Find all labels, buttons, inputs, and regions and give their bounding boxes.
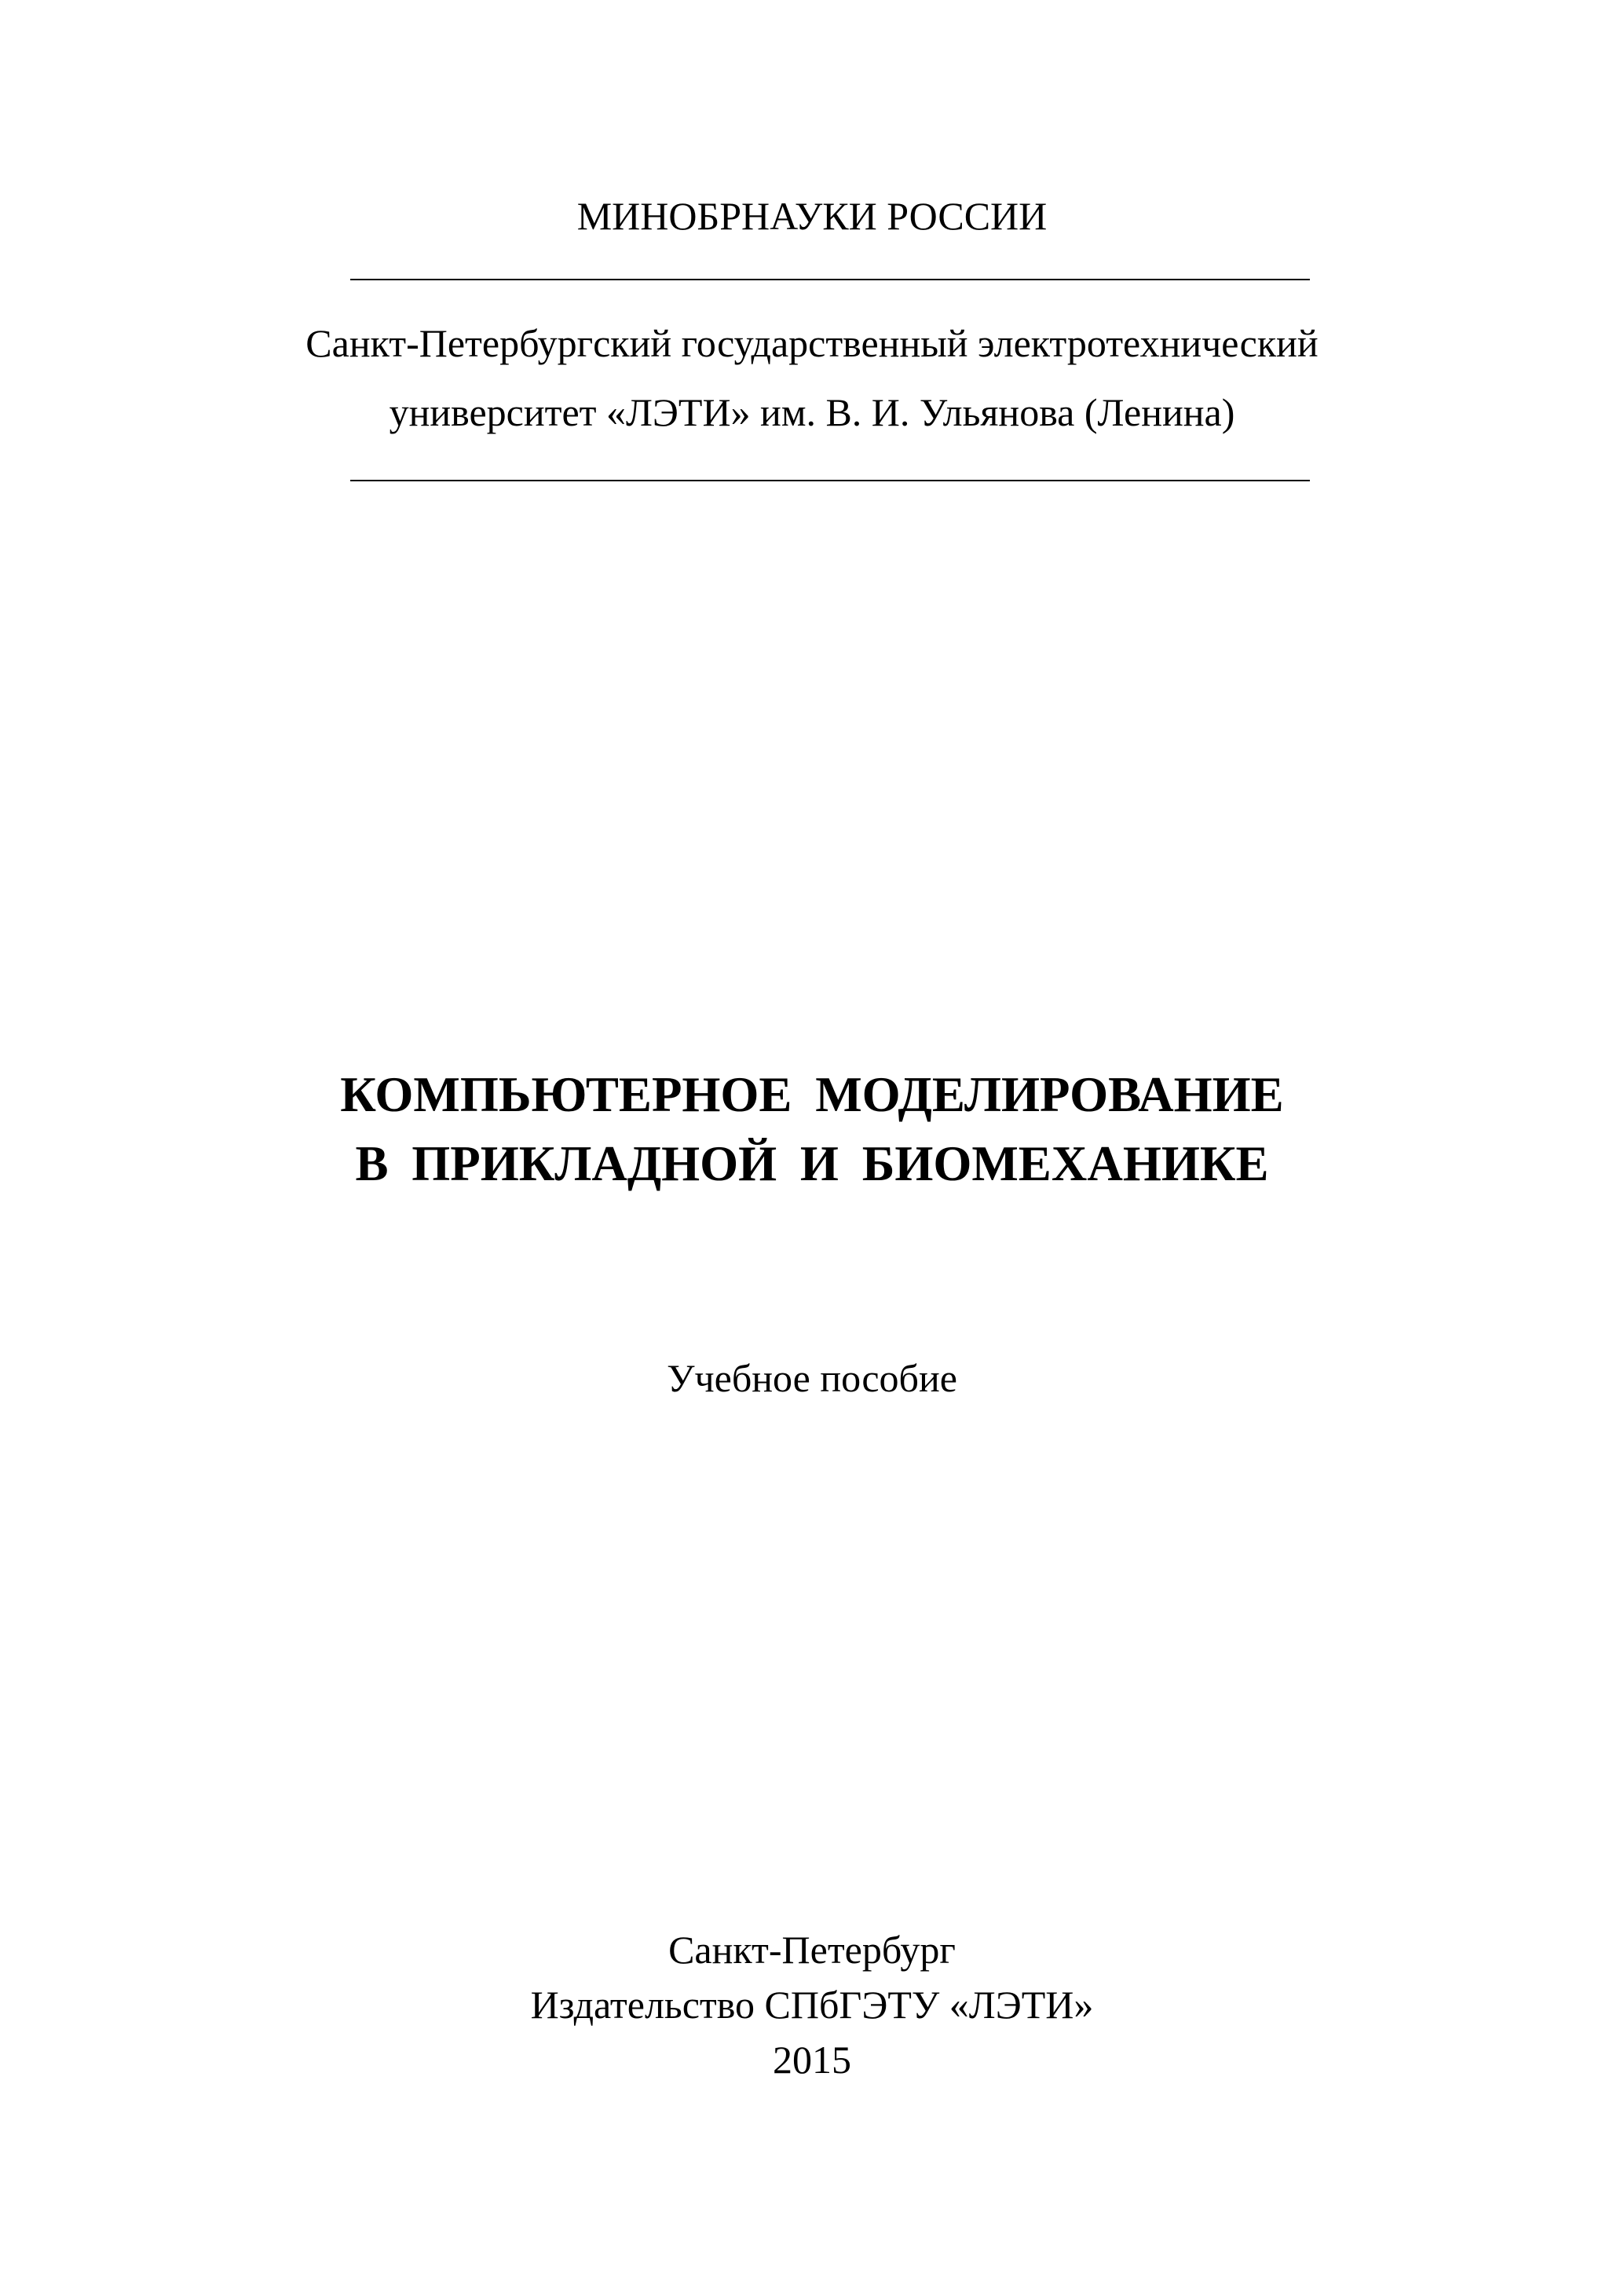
university-name-line-1: Санкт-Петербургский государственный электротехнический — [305, 321, 1319, 365]
imprint-city: Санкт-Петербург — [668, 1928, 956, 1972]
book-title-line-2: В ПРИКЛАДНОЙ И БИОМЕХАНИКЕ — [355, 1136, 1269, 1191]
university-name-line-2: университет «ЛЭТИ» им. В. И. Ульянова (Ленина) — [389, 390, 1235, 434]
bottom-divider — [350, 480, 1310, 481]
imprint-publisher: Издательство СПбГЭТУ «ЛЭТИ» — [530, 1983, 1094, 2027]
book-title-line-1: КОМПЬЮТЕРНОЕ МОДЕЛИРОВАНИЕ — [340, 1067, 1284, 1122]
document-type: Учебное пособие — [667, 1356, 957, 1400]
imprint-year: 2015 — [773, 2038, 851, 2082]
top-divider — [350, 279, 1310, 280]
ministry-name: МИНОБРНАУКИ РОССИИ — [576, 194, 1048, 238]
